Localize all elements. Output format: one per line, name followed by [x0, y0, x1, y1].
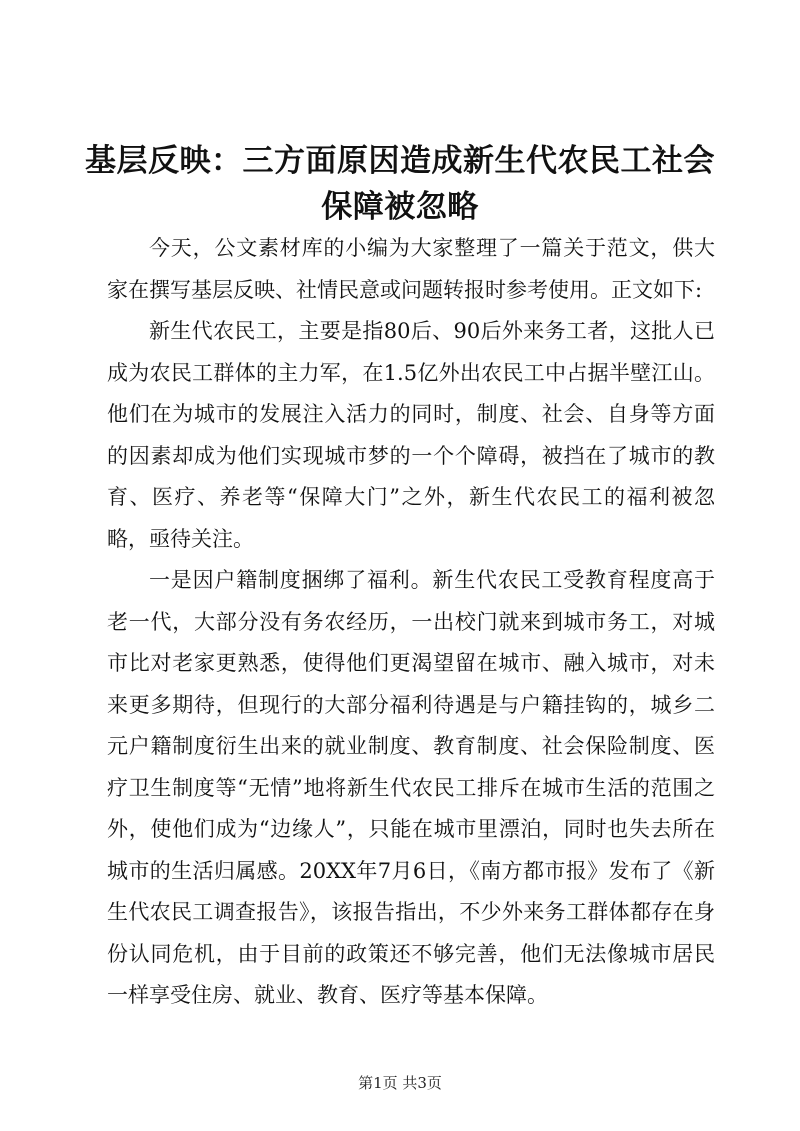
- paragraph-intro: 今天，公文素材库的小编为大家整理了一篇关于范文，供大家在撰写基层反映、社情民意或问题转报时参考使用。正文如下:: [107, 236, 715, 302]
- document-body: [107, 228, 715, 1017]
- paragraph-household-registration: 一是因户籍制度捆绑了福利。新生代农民工受教育程度高于老一代，大部分没有务农经历，一出校门就来到城市务工，对城市比对老家更熟悉，使得他们更渴望留在城市、融入城市，对未来更多期待，但现行的大部分福利待遇是与户籍挂钩的，城乡二元户籍制度衍生出来的就业制度、教育制度、社会保险制度、医疗卫生制度等“无情”地将新生代农民工排斥在城市生活的范围之外，使他们成为“边缘人”，只能在城市里漂泊，同时也失去所在城市的生活归属感。20XX年7月6日，《南方都市报》发布了《新生代农民工调查报告》，该报告指出，不少外来务工群体都存在身份认同危机，由于目前的政策还不够完善，他们无法像城市居民一样享受住房、就业、教育、医疗等基本保障。: [107, 568, 715, 1007]
- document-title: 基层反映：三方面原因造成新生代农民工社会保障被忽略: [85, 143, 715, 225]
- paragraph-background: 新生代农民工，主要是指80后、90后外来务工者，这批人已成为农民工群体的主力军，在1.5亿外出农民工中占据半壁江山。他们在为城市的发展注入活力的同时，制度、社会、自身等方面的因素却成为他们实现城市梦的一个个障碍，被挡在了城市的教育、医疗、养老等“保障大门”之外，新生代农民工的福利被忽略，亟待关注。: [107, 319, 715, 551]
- page-number-footer: 第1页 共3页: [358, 1074, 442, 1092]
